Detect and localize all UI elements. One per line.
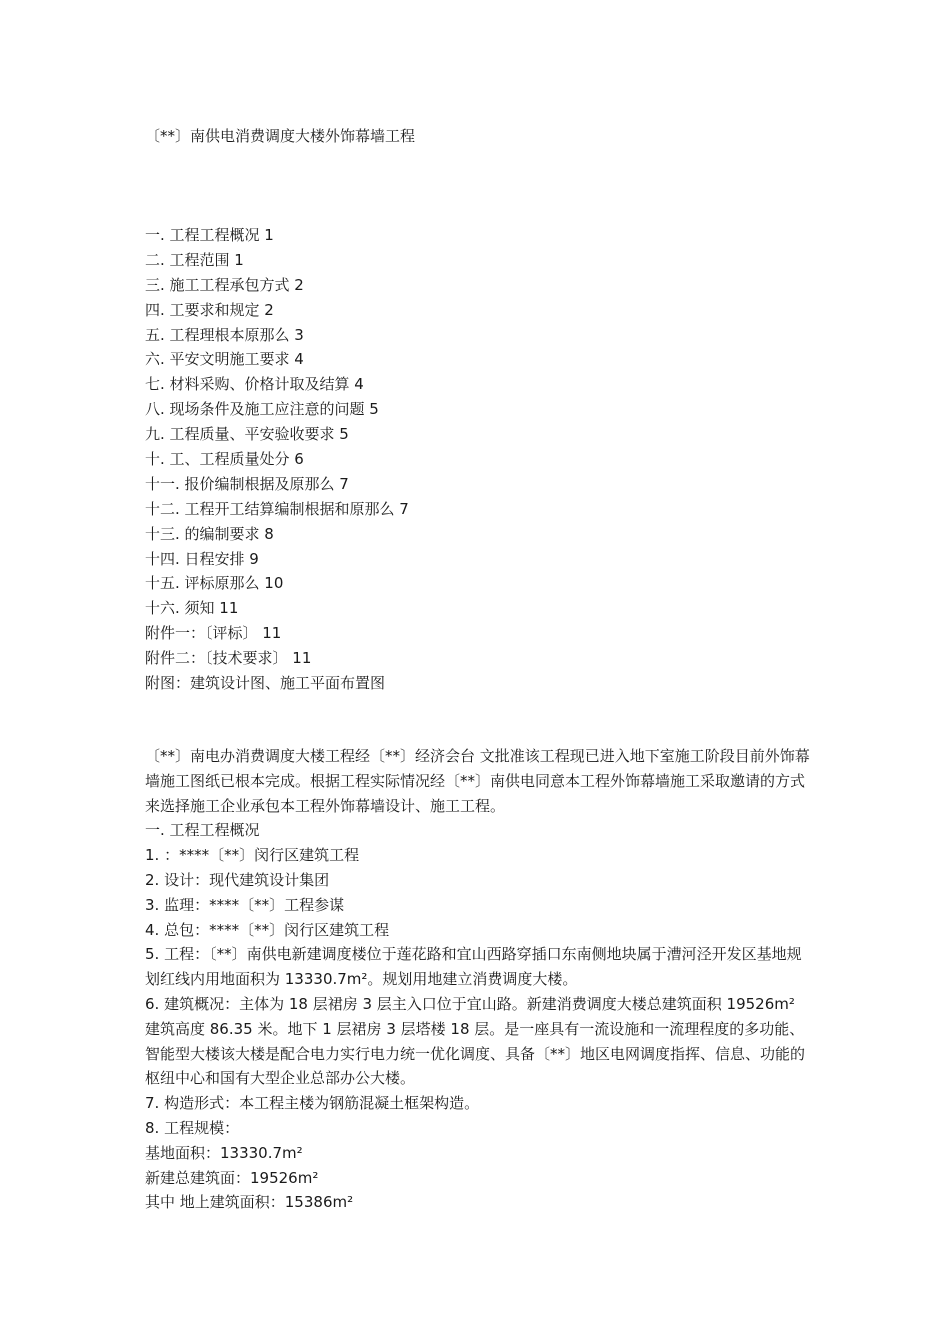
toc-item: 十三. 的编制要求 8 <box>145 524 274 543</box>
toc-item: 附图：建筑设计图、施工平面布置图 <box>145 674 386 693</box>
toc-item: 二. 工程范围 1 <box>145 250 244 269</box>
overview-item: 1. ：****〔**〕闵行区建筑工程 <box>145 846 360 865</box>
toc-item: 附件二：〔技术要求〕 11 <box>145 649 312 668</box>
document-body <box>145 744 813 1215</box>
table-of-contents <box>145 223 409 696</box>
overview-item: 3. 监理：****〔**〕工程参谋 <box>145 895 345 914</box>
scale-line: 其中 地上建筑面积：15386m² <box>145 1193 354 1212</box>
document-title: 〔**〕南供电消费调度大楼外饰幕墙工程 <box>145 127 416 145</box>
toc-item: 七. 材料采购、价格计取及结算 4 <box>145 375 364 394</box>
toc-item: 十五. 评标原那么 10 <box>145 574 284 593</box>
scale-line: 新建总建筑面：19526m² <box>145 1168 319 1187</box>
overview-item: 8. 工程规模： <box>145 1118 240 1137</box>
toc-item: 六. 平安文明施工要求 4 <box>145 350 304 369</box>
toc-item: 十二. 工程开工结算编制根据和原那么 7 <box>145 499 409 518</box>
toc-item: 一. 工程工程概况 1 <box>145 226 274 244</box>
toc-item: 八. 现场条件及施工应注意的问题 5 <box>145 400 379 419</box>
overview-item: 6. 建筑概况：主体为 18 层裙房 3 层主入口位于宜山路。新建消费调度大楼总建筑面积 19526m² 建筑高度 86.35 米。地下 1 层裙房 3 层塔楼 18 层。是一座具有一流设施和一流理程度的多功能、智能型大楼该大楼是配合电力实行电力统一优化调度、具备〔**〕地区电网调度指挥、信息、功能的枢纽中心和国有大型企业总部办公大楼。 <box>145 994 806 1088</box>
toc-item: 五. 工程理根本原那么 3 <box>145 325 304 344</box>
toc-item: 三. 施工工程承包方式 2 <box>145 275 304 294</box>
overview-item: 7. 构造形式：本工程主楼为钢筋混凝土框架构造。 <box>145 1094 480 1113</box>
toc-item: 十四. 日程安排 9 <box>145 549 259 568</box>
overview-item: 2. 设计：现代建筑设计集团 <box>145 870 330 889</box>
section-heading: 一. 工程工程概况 <box>145 821 260 840</box>
intro-paragraph: 〔**〕南电办消费调度大楼工程经〔**〕经济会台 文批准该工程现已进入地下室施工阶段目前外饰幕墙施工图纸已根本完成。根据工程实际情况经〔**〕南供电同意本工程外饰幕墙施工采取邀请的方式来选择施工企业承包本工程外饰幕墙设计、施工工程。 <box>145 747 810 815</box>
toc-item: 十六. 须知 11 <box>145 599 239 618</box>
toc-item: 四. 工要求和规定 2 <box>145 300 274 319</box>
toc-item: 九. 工程质量、平安验收要求 5 <box>145 425 349 444</box>
overview-item: 4. 总包：****〔**〕闵行区建筑工程 <box>145 920 390 939</box>
scale-line: 基地面积：13330.7m² <box>145 1143 303 1162</box>
toc-item: 十. 工、工程质量处分 6 <box>145 450 304 469</box>
toc-item: 附件一：〔评标〕 11 <box>145 624 282 643</box>
toc-item: 十一. 报价编制根据及原那么 7 <box>145 474 349 493</box>
overview-item: 5. 工程：〔**〕南供电新建调度楼位于莲花路和宜山西路穿插口东南侧地块属于漕河泾开发区基地规划红线内用地面积为 13330.7m²。规划用地建立消费调度大楼。 <box>145 945 802 989</box>
